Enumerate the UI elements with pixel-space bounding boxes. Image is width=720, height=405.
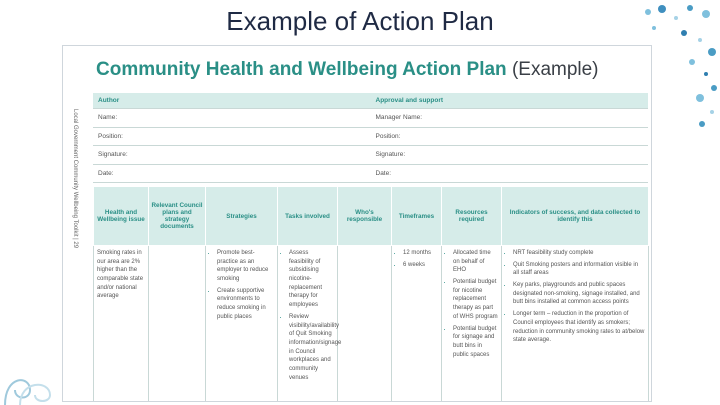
resource-item: • Potential budget for signage and butt bins in public spaces	[453, 325, 498, 360]
info-header-row	[93, 93, 648, 109]
info-row	[93, 164, 648, 183]
resource-item: • Potential budget for nicotine replacement therapy as part of WHS program	[453, 278, 498, 321]
author-position-label: Position:	[93, 127, 371, 146]
slide-title: Example of Action Plan	[226, 6, 494, 36]
plan-header-row	[94, 187, 649, 246]
approval-header: Approval and support	[371, 93, 649, 109]
resource-item: • Allocated time on behalf of EHO	[453, 249, 498, 275]
decorative-dots	[640, 0, 720, 150]
author-approval-table	[93, 93, 648, 183]
manager-name-label: Manager Name:	[371, 109, 649, 128]
cell-issue: Smoking rates in our area are 2% higher than the comparable state and/or national average	[94, 246, 149, 403]
header-timeframes: Timeframes	[392, 187, 442, 246]
timeframe-item: • 6 weeks	[403, 261, 438, 270]
manager-signature-label: Signature:	[371, 146, 649, 165]
side-caption: Local Government Community Wellbeing Toolkit | 29	[72, 109, 78, 249]
indicator-item: • Longer term – reduction in the proportion of Council employees that identify as smokers; reduction in community smoking rates to at/below state average.	[513, 310, 645, 345]
author-date-label: Date:	[93, 164, 371, 183]
indicator-item: • Key parks, playgrounds and public spaces designated non-smoking, signage installed, and butt bins installed at common access points	[513, 281, 645, 307]
header-resources: Resources required	[442, 187, 502, 246]
header-plans: Relevant Council plans and strategy documents	[149, 187, 206, 246]
decorative-swirl	[0, 345, 70, 405]
timeframe-item: • 12 months	[403, 249, 438, 258]
document-title	[96, 59, 599, 81]
indicator-item: • NRT feasibility study complete	[513, 249, 645, 258]
indicator-item: • Quit Smoking posters and information visible in all staff areas	[513, 261, 645, 278]
cell-resources	[442, 246, 502, 403]
cell-responsible	[338, 246, 392, 403]
document-image	[62, 45, 652, 402]
cell-timeframes	[392, 246, 442, 403]
manager-date-label: Date:	[371, 164, 649, 183]
header-responsible: Who's responsible	[338, 187, 392, 246]
cell-indicators	[502, 246, 649, 403]
author-name-label: Name:	[93, 109, 371, 128]
manager-position-label: Position:	[371, 127, 649, 146]
cell-strategies	[206, 246, 278, 403]
info-row	[93, 109, 648, 128]
document-title-main: Community Health and Wellbeing Action Plan	[96, 59, 507, 80]
author-header: Author	[93, 93, 371, 109]
cell-plans	[149, 246, 206, 403]
author-signature-label: Signature:	[93, 146, 371, 165]
strategy-item: • Create supportive environments to reduce smoking in public places	[217, 287, 274, 322]
header-issue: Health and Wellbeing issue	[94, 187, 149, 246]
action-plan-table	[93, 186, 649, 402]
header-indicators: Indicators of success, and data collected to identify this	[502, 187, 649, 246]
info-row	[93, 127, 648, 146]
header-tasks: Tasks involved	[278, 187, 338, 246]
document-title-suffix: (Example)	[511, 59, 599, 80]
info-row	[93, 146, 648, 165]
task-item: • Assess feasibility of subsidising nicotine-replacement therapy for employees	[289, 249, 334, 310]
strategy-item: • Promote best-practice as an employer to reduce smoking	[217, 249, 274, 284]
cell-tasks	[278, 246, 342, 403]
plan-row	[94, 246, 649, 403]
header-strategies: Strategies	[206, 187, 278, 246]
task-item: • Review visibility/availability of Quit Smoking information/signage in Council workplaces and community venues	[289, 313, 334, 383]
